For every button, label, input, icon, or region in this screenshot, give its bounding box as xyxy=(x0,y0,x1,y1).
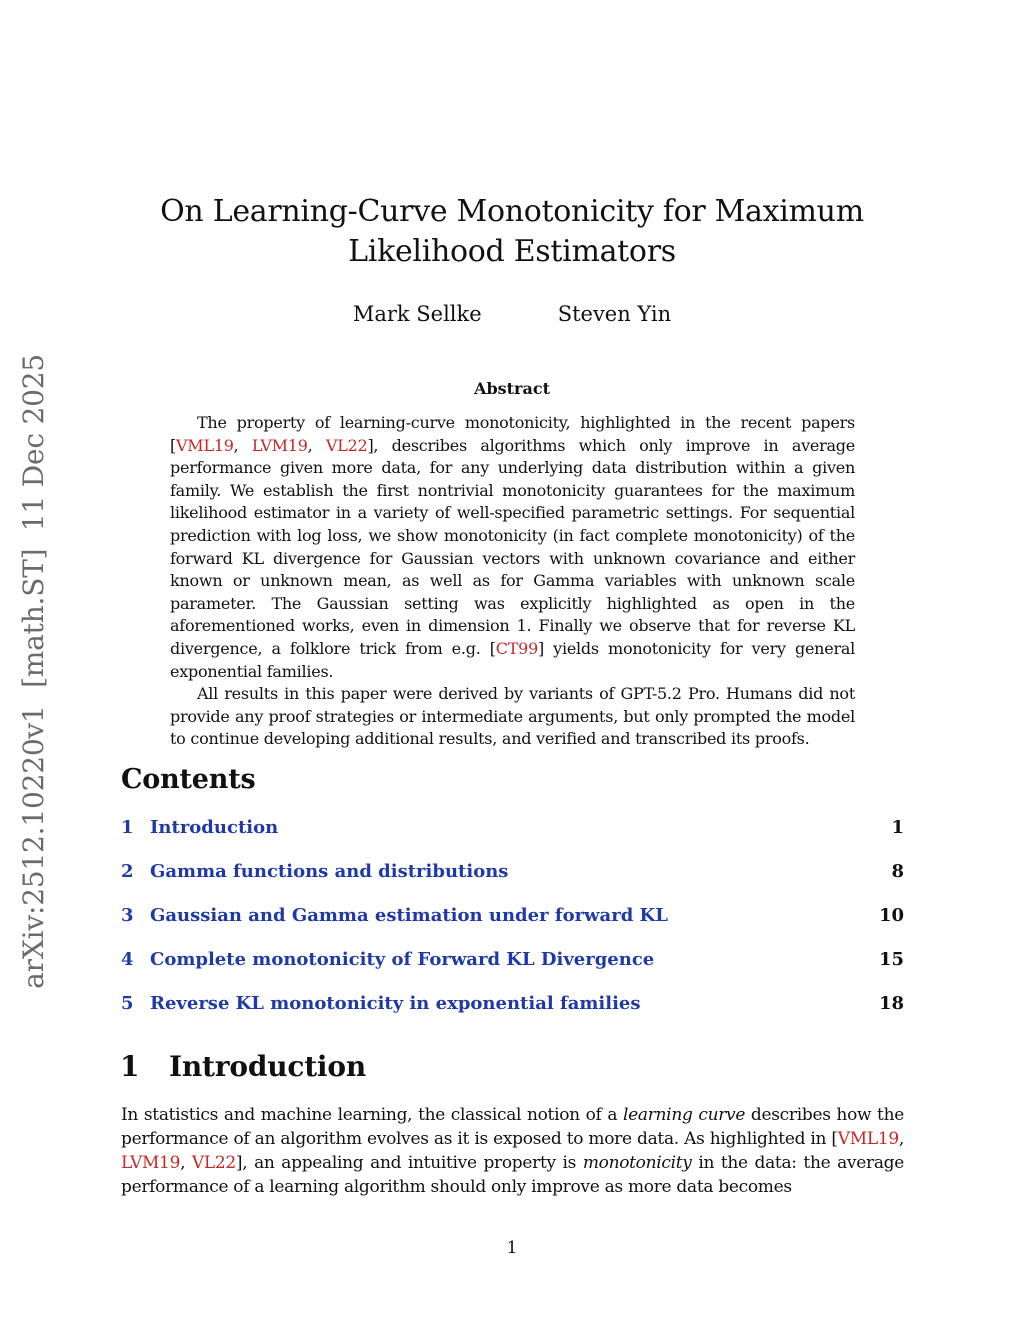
separator: , xyxy=(180,1153,192,1173)
toc-title[interactable]: Complete monotonicity of Forward KL Divergence xyxy=(150,949,655,970)
separator: , xyxy=(898,1129,904,1149)
text: In statistics and machine learning, the classical notion of a xyxy=(121,1105,623,1125)
author-name: Steven Yin xyxy=(557,302,672,326)
toc-entry[interactable] xyxy=(121,948,904,992)
toc-page: 8 xyxy=(891,861,904,882)
citation-link[interactable]: VL22 xyxy=(191,1153,236,1173)
toc-page: 15 xyxy=(878,949,904,970)
paper-title xyxy=(120,192,904,272)
citation-link[interactable]: VL22 xyxy=(325,435,368,455)
contents-heading: Contents xyxy=(121,764,256,795)
toc-number: 5 xyxy=(121,993,134,1014)
section-heading xyxy=(120,1050,366,1083)
citation-link[interactable]: CT99 xyxy=(495,638,538,658)
abstract-body xyxy=(170,412,855,751)
text: ] yields monotonicity for very general exponential families. xyxy=(170,638,856,681)
emphasis: learning curve xyxy=(622,1105,746,1125)
toc-entry[interactable] xyxy=(121,816,904,860)
title-line-1: On Learning-Curve Monotonicity for Maximum xyxy=(160,194,864,229)
toc-number: 4 xyxy=(121,949,134,970)
citation-link[interactable]: VML19 xyxy=(837,1129,899,1149)
separator: , xyxy=(307,435,326,455)
toc-title[interactable]: Gamma functions and distributions xyxy=(150,861,509,882)
citation-link[interactable]: LVM19 xyxy=(121,1153,181,1173)
intro-body xyxy=(121,1103,904,1199)
emphasis: monotonicity xyxy=(582,1153,692,1173)
text: The property of learning-curve monotonicity, highlighted in the recent papers [ xyxy=(170,413,855,455)
toc-title[interactable]: Reverse KL monotonicity in exponential families xyxy=(150,993,641,1014)
abstract-paragraph: All results in this paper were derived by variants of GPT-5.2 Pro. Humans did not provide any proof strategies or intermediate arguments, but only prompted the model to continue developing additional results, and verified and transcribed its proofs. xyxy=(170,684,855,749)
author-name: Mark Sellke xyxy=(352,302,482,326)
text: ], describes algorithms which only improve in average performance given more data, for any underlying data distribution within a given family. We establish the first nontrivial monotonicity guarantees for the maximum likelihood estimator in a variety of well-specified parametric settings. For sequential prediction with log loss, we show monotonicity (in fact complete monotonicity) of the forward KL divergence for Gaussian vectors with unknown covariance and either known or unknown mean, as well as for Gamma variables with unknown scale parameter. The Gaussian setting was explicitly highlighted as open in the aforementioned works, even in dimension 1. Finally we observe that for reverse KL divergence, a folklore trick from e.g. [ xyxy=(170,435,856,658)
text: ], an appealing and intuitive property is xyxy=(235,1153,583,1173)
arxiv-side-stamp: arXiv:2512.10220v1 [math.ST] 11 Dec 2025 xyxy=(17,354,50,989)
abstract-paragraph xyxy=(170,412,855,683)
section-title: Introduction xyxy=(169,1050,367,1083)
abstract-heading: Abstract xyxy=(474,379,550,398)
toc-title[interactable]: Introduction xyxy=(150,817,279,838)
citation-link[interactable]: VML19 xyxy=(176,435,234,455)
section-number: 1 xyxy=(120,1050,140,1083)
toc-page: 18 xyxy=(878,993,904,1014)
text: in the data: the average performance of a learning algorithm should only improve as more data becomes xyxy=(121,1153,904,1197)
separator: , xyxy=(233,435,252,455)
toc-number: 2 xyxy=(121,861,134,882)
toc-entry[interactable] xyxy=(121,992,904,1036)
author-list xyxy=(120,300,904,328)
toc-title[interactable]: Gaussian and Gamma estimation under forward KL xyxy=(150,905,668,926)
text: describes how the performance of an algorithm evolves as it is exposed to more data. As highlighted in [ xyxy=(121,1105,904,1149)
intro-paragraph xyxy=(121,1103,904,1199)
citation-link[interactable]: LVM19 xyxy=(251,435,308,455)
toc-number: 1 xyxy=(121,817,134,838)
title-line-2: Likelihood Estimators xyxy=(348,234,676,269)
toc-page: 10 xyxy=(878,905,904,926)
toc-number: 3 xyxy=(121,905,134,926)
table-of-contents xyxy=(121,816,904,1036)
toc-page: 1 xyxy=(891,817,904,838)
toc-entry[interactable] xyxy=(121,860,904,904)
toc-entry[interactable] xyxy=(121,904,904,948)
page-number: 1 xyxy=(506,1238,518,1258)
